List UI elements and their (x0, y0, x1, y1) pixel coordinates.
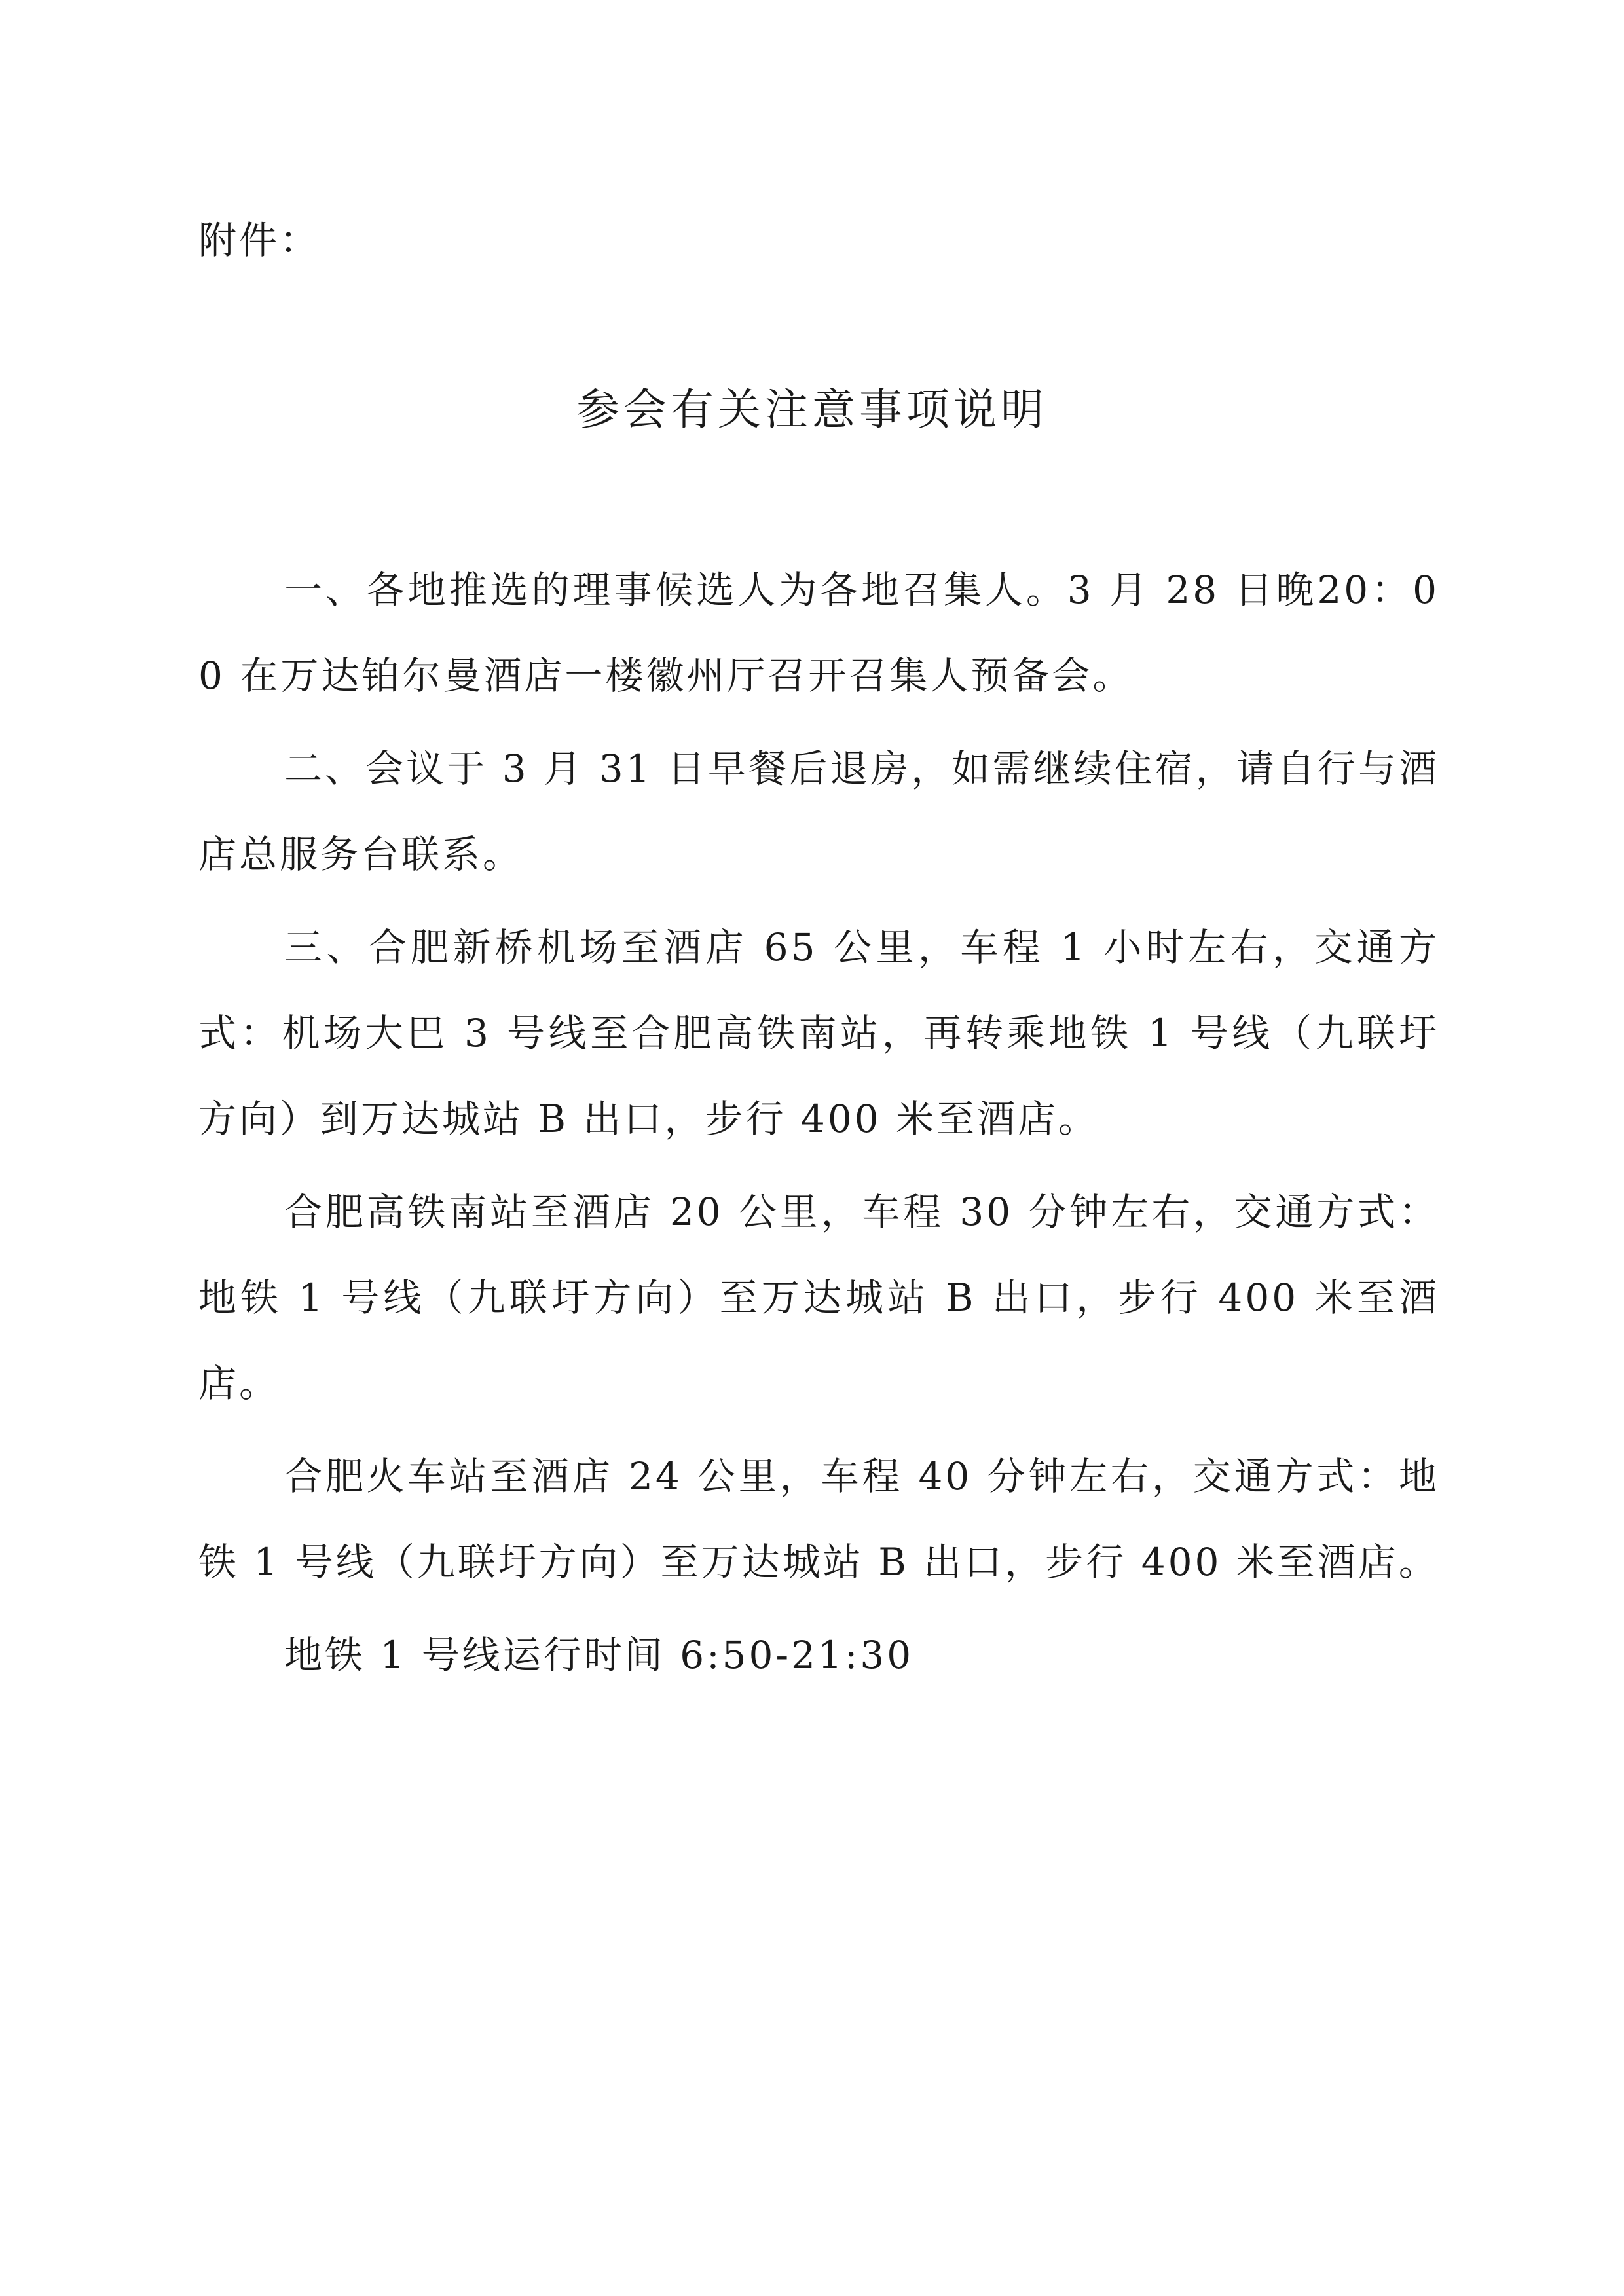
document-body (198, 547, 1439, 1705)
paragraph-metro-hours: 地铁 1 号线运行时间 6:50-21:30 (284, 1633, 914, 1677)
paragraph-railway-station-route: 合肥火车站至酒店 24 公里，车程 40 分钟左右，交通方式：地铁 1 号线（九联圩方向）至万达城站 B 出口，步行 400 米至酒店。 (198, 1454, 1439, 1584)
document-title: 参会有关注意事项说明 (576, 384, 1048, 435)
paragraph-high-speed-station-route: 合肥高铁南站至酒店 20 公里，车程 30 分钟左右，交通方式：地铁 1 号线（九联圩方向）至万达城站 B 出口，步行 400 米至酒店。 (198, 1190, 1439, 1406)
paragraph-checkout: 二、会议于 3 月 31 日早餐后退房，如需继续住宿，请自行与酒店总服务台联系。 (198, 746, 1439, 877)
paragraph-coordinator-meeting: 一、各地推选的理事候选人为各地召集人。3 月 28 日晚20：00 在万达铂尔曼酒店一楼徽州厅召开召集人预备会。 (198, 568, 1439, 698)
paragraph-airport-route: 三、合肥新桥机场至酒店 65 公里，车程 1 小时左右，交通方式：机场大巴 3 号线至合肥高铁南站，再转乘地铁 1 号线（九联圩方向）到万达城站 B 出口，步行 400 米至酒店。 (198, 925, 1439, 1141)
attachment-label: 附件： (198, 218, 321, 263)
